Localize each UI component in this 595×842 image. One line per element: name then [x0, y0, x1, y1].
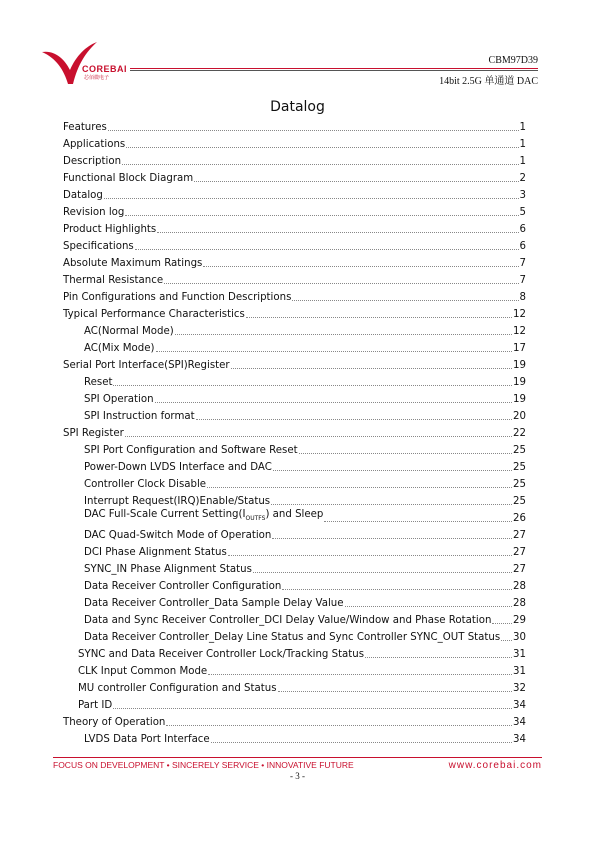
toc-entry-label: Pin Configurations and Function Descriptions [63, 292, 292, 303]
toc-entry[interactable] [63, 304, 526, 321]
toc-entry-label: Serial Port Interface(SPI)Register [63, 360, 230, 371]
toc-entry-page: 1 [519, 139, 526, 150]
toc-leader-dots [164, 283, 518, 284]
toc-entry-page: 19 [513, 377, 526, 388]
toc-subentry[interactable] [63, 406, 526, 423]
toc-entry-label: Revision log [63, 207, 125, 218]
toc-leader-dots [125, 215, 518, 216]
toc-subentry[interactable] [63, 525, 526, 542]
toc-entry-page: 3 [519, 190, 526, 201]
toc-entry-page: 30 [513, 632, 526, 643]
toc-leader-dots [207, 487, 512, 488]
toc-leader-dots [156, 351, 513, 352]
toc-leader-dots [203, 266, 518, 267]
toc-entry-label-post: ) and Sleep [265, 508, 324, 520]
toc-entry-page: 25 [513, 462, 526, 473]
toc-leader-dots [113, 708, 512, 709]
toc-entry-page: 6 [519, 224, 526, 235]
toc-entry[interactable] [63, 151, 526, 168]
toc-entry-label: CLK Input Common Mode [78, 666, 208, 677]
toc-leader-dots [501, 640, 512, 641]
toc-leader-dots [157, 232, 518, 233]
toc-leader-dots [292, 300, 518, 301]
toc-subentry[interactable] [63, 729, 526, 746]
toc-entry[interactable] [63, 134, 526, 151]
toc-leader-dots [271, 504, 512, 505]
toc-entry-label: Typical Performance Characteristics [63, 309, 245, 320]
toc-subentry[interactable] [63, 457, 526, 474]
toc-entry-page: 31 [513, 666, 526, 677]
toc-leader-dots [175, 334, 512, 335]
toc-entry-label: Data and Sync Receiver Controller_DCI Delay Value/Window and Phase Rotation [84, 615, 492, 626]
toc-subentry[interactable] [63, 695, 526, 712]
toc-leader-dots [228, 555, 512, 556]
toc-entry-label: SPI Instruction format [84, 411, 195, 422]
toc-entry-page: 22 [513, 428, 526, 439]
toc-subentry[interactable] [63, 610, 526, 627]
page-number: - 3 - [290, 771, 305, 781]
toc-entry-label: LVDS Data Port Interface [84, 734, 210, 745]
toc-leader-dots [492, 623, 512, 624]
toc-entry-page: 1 [519, 156, 526, 167]
toc-entry-page: 12 [513, 309, 526, 320]
toc-leader-dots [324, 521, 512, 522]
header-rule-red [130, 68, 538, 69]
toc-leader-dots [108, 130, 519, 131]
toc-entry-page: 7 [519, 258, 526, 269]
toc-entry-page: 6 [519, 241, 526, 252]
toc-entry-label: Reset [84, 377, 113, 388]
toc-entry[interactable] [63, 202, 526, 219]
toc-entry-page: 17 [513, 343, 526, 354]
toc-entry-label: Interrupt Request(IRQ)Enable/Status [84, 496, 271, 507]
toc-entry-label: Controller Clock Disable [84, 479, 207, 490]
toc-leader-dots [113, 385, 512, 386]
toc-entry-page: 7 [519, 275, 526, 286]
toc-subentry[interactable] [63, 508, 526, 525]
toc-leader-dots [282, 589, 512, 590]
toc-entry-label: Part ID [78, 700, 113, 711]
toc-entry-label: Data Receiver Controller_Delay Line Status and Sync Controller SYNC_OUT Status [84, 632, 501, 643]
toc-leader-dots [211, 742, 512, 743]
footer-website-link[interactable]: www.corebai.com [448, 760, 542, 771]
toc-entry-page: 12 [513, 326, 526, 337]
toc-entry-page: 34 [513, 717, 526, 728]
toc-leader-dots [345, 606, 513, 607]
toc-leader-dots [231, 368, 512, 369]
header-rule-black [130, 70, 538, 71]
toc-subentry[interactable] [63, 678, 526, 695]
toc-subentry[interactable] [63, 576, 526, 593]
toc-leader-dots [278, 691, 513, 692]
toc-entry[interactable] [63, 185, 526, 202]
toc-subentry[interactable] [63, 474, 526, 491]
footer-slogan: FOCUS ON DEVELOPMENT • SINCERELY SERVICE • INNOVATIVE FUTURE [53, 760, 354, 770]
toc-subentry[interactable] [63, 661, 526, 678]
toc-entry-page: 1 [519, 122, 526, 133]
toc-entry-label: AC(Mix Mode) [84, 343, 155, 354]
toc-entry-label: Specifications [63, 241, 134, 252]
toc-leader-dots [365, 657, 512, 658]
toc-entry-page: 19 [513, 394, 526, 405]
toc-entry-label: Data Receiver Controller_Data Sample Delay Value [84, 598, 344, 609]
toc-entry-page: 20 [513, 411, 526, 422]
toc-leader-dots [299, 453, 512, 454]
toc-entry-page: 31 [513, 649, 526, 660]
toc-entry-page: 5 [519, 207, 526, 218]
footer-rule [53, 757, 542, 758]
toc-entry-label: SYNC and Data Receiver Controller Lock/Tracking Status [78, 649, 365, 660]
toc-entry[interactable] [63, 270, 526, 287]
toc-subentry[interactable] [63, 644, 526, 661]
toc-entry[interactable] [63, 117, 526, 134]
toc-entry[interactable] [63, 712, 526, 729]
toc-entry-label-pre: DAC Full-Scale Current Setting(I [84, 508, 246, 520]
brand-subtitle: 芯佰微电子 [84, 75, 110, 81]
toc-entry-label: SPI Operation [84, 394, 154, 405]
toc-entry-label: Applications [63, 139, 126, 150]
toc-entry-label: Datalog [63, 190, 103, 201]
toc-entry-label: SPI Port Configuration and Software Reset [84, 445, 298, 456]
toc-subentry[interactable] [63, 440, 526, 457]
toc-entry-page: 32 [513, 683, 526, 694]
toc-subentry[interactable] [63, 372, 526, 389]
document-id: CBM97D39 [488, 55, 538, 66]
toc-entry-label: DAC Quad-Switch Mode of Operation [84, 530, 272, 541]
toc-entry-label: Features [63, 122, 107, 133]
toc-entry-label: Power-Down LVDS Interface and DAC [84, 462, 272, 473]
toc-leader-dots [135, 249, 519, 250]
document-subtitle: 14bit 2.5G 单通道 DAC [439, 76, 538, 87]
toc-subentry[interactable] [63, 321, 526, 338]
toc-entry-label: Absolute Maximum Ratings [63, 258, 203, 269]
toc-entry-label: MU controller Configuration and Status [78, 683, 277, 694]
toc-leader-dots [166, 725, 512, 726]
toc-entry-page: 8 [519, 292, 526, 303]
toc-entry-page: 29 [513, 615, 526, 626]
toc-entry-label: SPI Register [63, 428, 124, 439]
toc-subentry[interactable] [63, 593, 526, 610]
toc-leader-dots [104, 198, 519, 199]
toc-entry[interactable] [63, 168, 526, 185]
toc-entry[interactable] [63, 287, 526, 304]
toc-entry-label: Product Highlights [63, 224, 157, 235]
toc-entry[interactable] [63, 423, 526, 440]
toc-entry-page: 34 [513, 700, 526, 711]
toc-entry-page: 19 [513, 360, 526, 371]
toc-entry[interactable] [63, 236, 526, 253]
toc-leader-dots [122, 164, 518, 165]
toc-entry-label: Description [63, 156, 122, 167]
toc-leader-dots [272, 538, 512, 539]
toc-leader-dots [125, 436, 512, 437]
page-title: Datalog [270, 99, 325, 115]
toc-entry-label: Functional Block Diagram [63, 173, 194, 184]
toc-entry-page: 25 [513, 496, 526, 507]
corebai-logo [40, 40, 132, 86]
toc-entry[interactable] [63, 253, 526, 270]
toc-leader-dots [126, 147, 518, 148]
toc-entry-page: 26 [513, 513, 526, 524]
toc-entry-page: 28 [513, 581, 526, 592]
toc-entry-page: 25 [513, 445, 526, 456]
toc-leader-dots [196, 419, 512, 420]
toc-entry-label: DCI Phase Alignment Status [84, 547, 227, 558]
toc-entry-label: Theory of Operation [63, 717, 166, 728]
table-of-contents [63, 117, 526, 746]
toc-leader-dots [253, 572, 512, 573]
toc-subentry[interactable] [63, 389, 526, 406]
toc-subentry[interactable] [63, 559, 526, 576]
toc-entry-page: 2 [519, 173, 526, 184]
toc-leader-dots [194, 181, 518, 182]
toc-entry-page: 28 [513, 598, 526, 609]
toc-subentry[interactable] [63, 542, 526, 559]
toc-entry-label [84, 509, 323, 525]
toc-entry-page: 25 [513, 479, 526, 490]
toc-entry-page: 34 [513, 734, 526, 745]
toc-leader-dots [208, 674, 512, 675]
toc-entry[interactable] [63, 355, 526, 372]
toc-entry-page: 27 [513, 564, 526, 575]
toc-entry-label: AC(Normal Mode) [84, 326, 174, 337]
toc-leader-dots [246, 317, 512, 318]
toc-leader-dots [273, 470, 512, 471]
toc-entry-label-subscript: OUTFS [245, 515, 266, 522]
brand-name: COREBAI [82, 64, 128, 74]
toc-subentry[interactable] [63, 627, 526, 644]
toc-subentry[interactable] [63, 338, 526, 355]
toc-entry[interactable] [63, 219, 526, 236]
toc-entry-page: 27 [513, 547, 526, 558]
toc-subentry[interactable] [63, 491, 526, 508]
toc-entry-label: Thermal Resistance [63, 275, 164, 286]
toc-entry-label: Data Receiver Controller Configuration [84, 581, 282, 592]
toc-entry-label: SYNC_IN Phase Alignment Status [84, 564, 252, 575]
toc-entry-page: 27 [513, 530, 526, 541]
toc-leader-dots [155, 402, 512, 403]
